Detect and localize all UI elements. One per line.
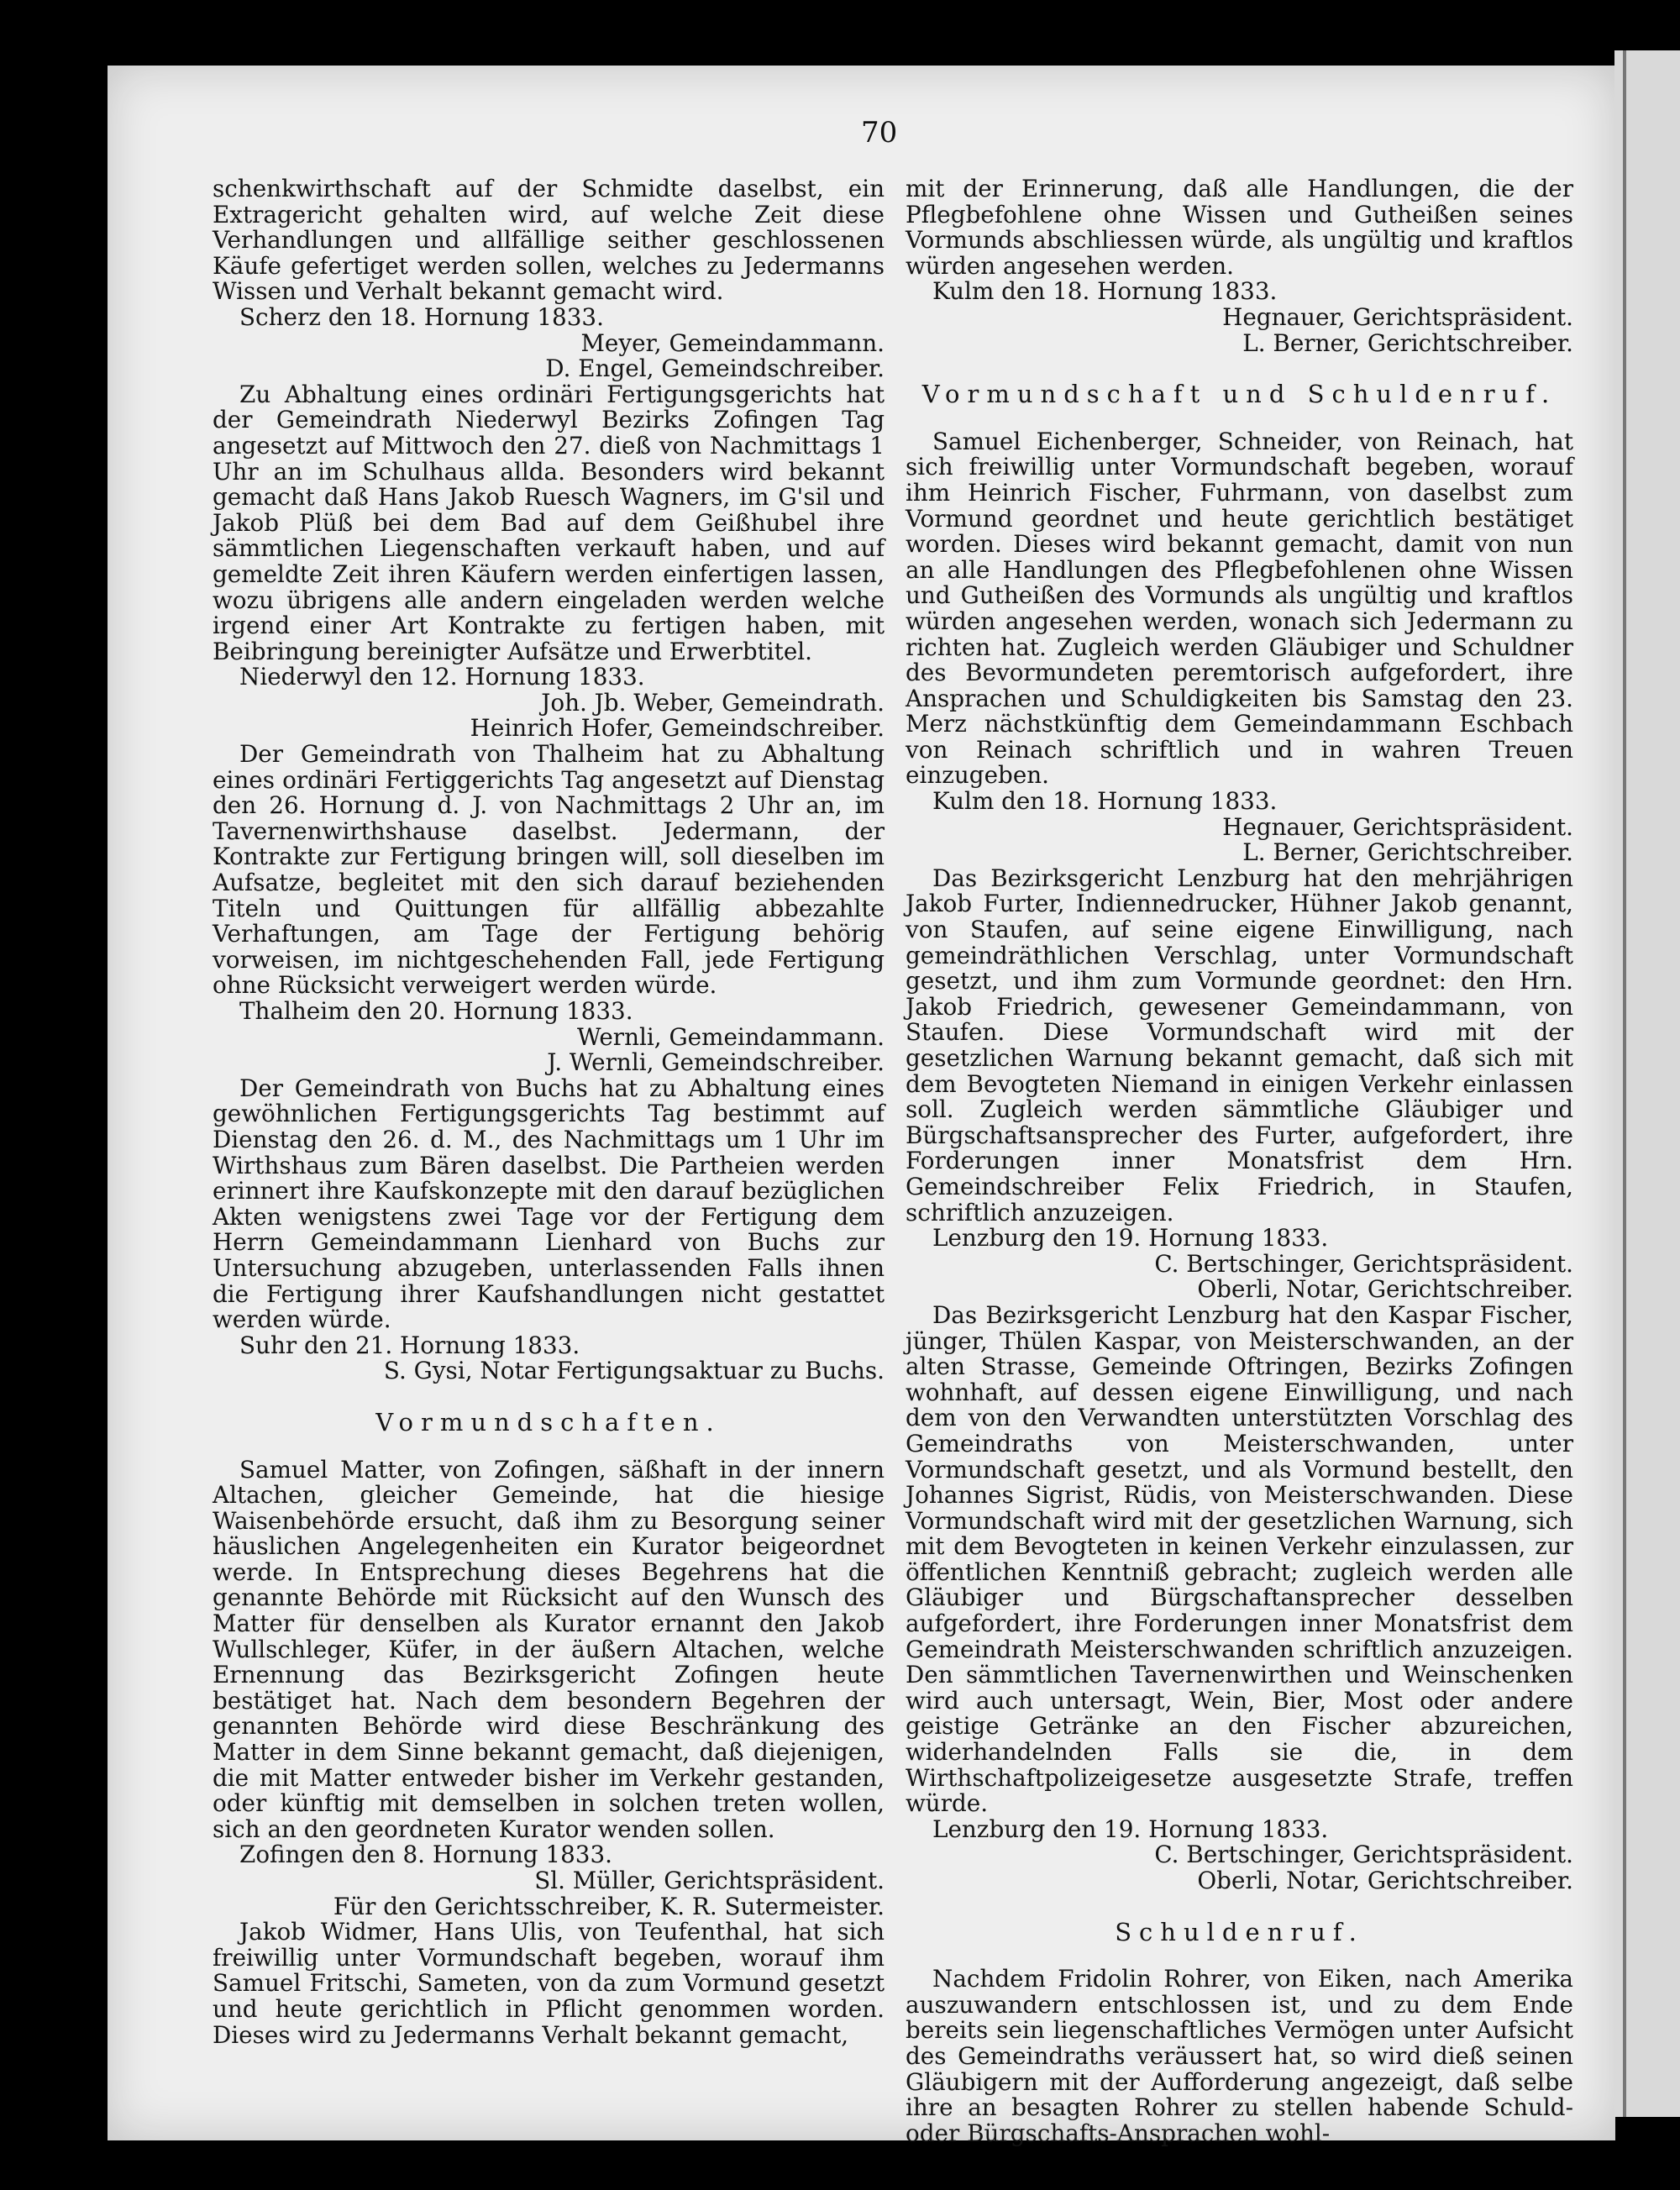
notice-date: Lenzburg den 19. Hornung 1833. [932, 1814, 1329, 1843]
notice-date: Kulm den 18. Hornung 1833. [932, 277, 1278, 306]
notice-date: Scherz den 18. Hornung 1833. [239, 302, 604, 331]
page-gutter-line [1623, 50, 1626, 2117]
section-heading: Vormundschaft und Schuldenruf. [921, 380, 1557, 409]
signature: L. Berner, Gerichtschreiber. [1242, 838, 1573, 867]
notice-date: Kulm den 18. Hornung 1833. [932, 787, 1278, 816]
signature: Meyer, Gemeindammann. [580, 328, 885, 357]
signature: Wernli, Gemeindammann. [577, 1022, 885, 1051]
notice-date: Lenzburg den 19. Hornung 1833. [932, 1224, 1329, 1253]
left-column [213, 176, 885, 2048]
notice-text: Das Bezirksgericht Lenzburg hat den Kaspar Fischer, jünger, Thülen Kaspar, von Meisterschwanden, an der alten Strasse, Gemeinde Oftringen, Bezirks Zofingen wohnhaft, auf dessen eigene Einwilligung, und nach dem von den Verwandten unterstützten Vorschlag des Gemeindraths von Meisterschwanden, unter Vormundschaft gesetzt, und als Vormund bestellt, den Johannes Sigrist, Rüdis, von Meisterschwanden. Diese Vormundschaft wird mit der gesetzlichen Warnung, sich mit dem Bevogteten in keinen Verkehr einzulassen, zur öffentlichen Kenntniß gebracht; zugleich werden alle Gläubiger und Bürgschaftansprecher desselben aufgefordert, ihre Forderungen inner Monatsfrist dem Gemeindrath Meisterschwanden schriftlich anzuzeigen. Den sämmtlichen Tavernenwirthen und Weinschenken wird auch untersagt, Wein, Bier, Most oder andere geistige Getränke an den Fischer abzureichen, widerhandelnden Falls sie die, in dem Wirthschaftpolizeigesetze ausgesetzte Strafe, treffen würde. [906, 1300, 1573, 1818]
notice-date: Niederwyl den 12. Hornung 1833. [239, 663, 645, 691]
signature: J. Wernli, Gemeindschreiber. [547, 1048, 885, 1077]
notice-text: Zu Abhaltung eines ordinäri Fertigungsgerichts hat der Gemeindrath Niederwyl Bezirks Zofingen Tag angesetzt auf Mittwoch den 27. dieß von Nachmittags 1 Uhr an im Schulhaus allda. Besonders wird bekannt gemacht daß Hans Jakob Ruesch Wagners, im G'sil und Jakob Plüß bei dem Bad auf dem Geißhubel ihre sämmtlichen Liegenschaften verkauft haben, und auf gemeldte Zeit ihren Käufern werden einfertigen lassen, wozu übrigens alle andern eingeladen werden welche irgend einer Art Kontrakte zu fertigen haben, mit Beibringung bereinigter Aufsätze und Erwerbtitel. [213, 380, 885, 665]
signature: Oberli, Notar, Gerichtschreiber. [1197, 1275, 1573, 1304]
notice-date: Thalheim den 20. Hornung 1833. [239, 997, 633, 1025]
notice-date: Suhr den 21. Hornung 1833. [239, 1331, 580, 1359]
signature: Oberli, Notar, Gerichtschreiber. [1197, 1867, 1573, 1894]
signature: Für den Gerichtsschreiber, K. R. Sutermeister. [333, 1892, 885, 1920]
section-heading: Vormundschaften. [375, 1407, 722, 1436]
notice-date: Zofingen den 8. Hornung 1833. [239, 1841, 612, 1869]
page-number: 70 [861, 116, 898, 150]
signature: Joh. Jb. Weber, Gemeindrath. [541, 688, 885, 717]
signature: S. Gysi, Notar Fertigungsaktuar zu Buchs. [383, 1357, 885, 1385]
notice-text: mit der Erinnerung, daß alle Handlungen, die der Pflegbefohlene ohne Wissen und Gutheißen seines Vormunds abschliessen würde, als ungültig und kraftlos würden angesehen werden. [906, 175, 1573, 280]
signature: Sl. Müller, Gerichtspräsident. [534, 1867, 885, 1894]
signature: C. Bertschinger, Gerichtspräsident. [1154, 1841, 1573, 1869]
notice-text: Jakob Widmer, Hans Ulis, von Teufenthal, hat sich freiwillig unter Vormundschaft begeben, worauf ihm Samuel Fritschi, Sameten, von da zum Vormund gesetzt und heute gerichtlich in Pflicht genommen worden. Dieses wird zu Jedermanns Verhalt bekannt gemacht, [213, 1918, 885, 2049]
signature: Hegnauer, Gerichtspräsident. [1222, 302, 1573, 331]
notice-text: schenkwirthschaft auf der Schmidte daselbst, ein Extragericht gehalten wird, auf welche Zeit diese Verhandlungen und allfällige seither geschlossenen Käufe gefertiget werden sollen, welches zu Jedermanns Wissen und Verhalt bekannt gemacht wird. [213, 175, 885, 306]
notice-text: Der Gemeindrath von Thalheim hat zu Abhaltung eines ordinäri Fertiggerichts Tag angesetzt auf Dienstag den 26. Hornung d. J. von Nachmittags 2 Uhr an, im Tavernenwirthshause daselbst. Jedermann, der Kontrakte zur Fertigung bringen will, soll dieselben im Aufsatze, begleitet mit den sich darauf beziehenden Titeln und Quittungen für allfällig abbezahlte Verhaftungen, am Tage der Fertigung behörig vorweisen, im nichtgeschehenden Fall, jede Fertigung ohne Rücksicht verweigert werden würde. [213, 740, 885, 1000]
notice-text: Samuel Matter, von Zofingen, säßhaft in der innern Altachen, gleicher Gemeinde, hat die hiesige Waisenbehörde ersucht, daß ihm zu Besorgung seiner häuslichen Angelegenheiten ein Kurator beigeordnet werde. In Entsprechung dieses Begehrens hat die genannte Behörde mit Rücksicht auf den Wunsch des Matter für denselben als Kurator ernannt den Jakob Wullschleger, Küfer, in der äußern Altachen, welche Ernennung das Bezirksgericht Zofingen heute bestätiget hat. Nach dem besondern Begehren der genannten Behörde wird diese Beschränkung des Matter in dem Sinne bekannt gemacht, daß diejenigen, die mit Matter entweder bisher im Verkehr gestanden, oder künftig mit demselben in solchen treten wollen, sich an den geordneten Kurator wenden sollen. [213, 1455, 885, 1843]
signature: Heinrich Hofer, Gemeindschreiber. [470, 714, 885, 743]
right-column [906, 176, 1573, 2146]
signature: Hegnauer, Gerichtspräsident. [1222, 812, 1573, 841]
signature: L. Berner, Gerichtschreiber. [1242, 328, 1573, 357]
section-heading: Schuldenruf. [1115, 1917, 1364, 1946]
notice-text: Nachdem Fridolin Rohrer, von Eiken, nach Amerika auszuwandern entschlossen ist, und zu dem Ende bereits sein liegenschaftliches Vermögen unter Aufsicht des Gemeindraths veräussert hat, so wird dieß seinen Gläubigern mit der Aufforderung angezeigt, daß selbe ihre an besagten Rohrer zu stellen habende Schuld- oder Bürgschafts-Ansprachen wohl- [906, 1965, 1573, 2147]
signature: C. Bertschinger, Gerichtspräsident. [1154, 1249, 1573, 1278]
signature: D. Engel, Gemeindschreiber. [545, 354, 885, 383]
notice-text: Der Gemeindrath von Buchs hat zu Abhaltung eines gewöhnlichen Fertigungsgerichts Tag bestimmt auf Dienstag den 26. d. M., des Nachmittags um 1 Uhr im Wirthshaus zum Bären daselbst. Die Partheien werden erinnert ihre Kaufskonzepte mit den darauf bezüglichen Akten wenigstens zwei Tage vor der Fertigung dem Herrn Gemeindammann Lienhard von Buchs zur Untersuchung abzugeben, unterlassenden Falls ihnen die Fertigung ihrer Kaufshandlungen nicht gestattet werden würde. [213, 1074, 885, 1334]
notice-text: Samuel Eichenberger, Schneider, von Reinach, hat sich freiwillig unter Vormundschaft begeben, worauf ihm Heinrich Fischer, Fuhrmann, von daselbst zum Vormund geordnet und heute gerichtlich bestätiget worden. Dieses wird bekannt gemacht, damit von nun an alle Handlungen des Pflegbefohlenen ohne Wissen und Gutheißen des Vormunds als ungültig und kraftlos würden angesehen werden, wonach sich Jedermann zu richten hat. Zugleich werden Gläubiger und Schuldner des Bevormundeten peremtorisch aufgefordert, ihre Ansprachen und Schuldigkeiten bis Samstag den 23. Merz nächstkünftig dem Gemeindammann Eschbach von Reinach schriftlich und in wahren Treuen einzugeben. [906, 427, 1573, 790]
notice-text: Das Bezirksgericht Lenzburg hat den mehrjährigen Jakob Furter, Indiennedrucker, Hühner Jakob genannt, von Staufen, auf seine eigene Einwilligung, nach gemeindräthlichen Verschlag, unter Vormundschaft gesetzt, und ihm zum Vormunde geordnet: den Hrn. Jakob Friedrich, gewesener Gemeindammann, von Staufen. Diese Vormundschaft wird mit der gesetzlichen Warnung bekannt gemacht, daß sich mit dem Bevogteten Niemand in einigen Verkehr einlassen soll. Zugleich werden sämmtliche Gläubiger und Bürgschaftsansprecher des Furter, aufgefordert, ihre Forderungen inner Monatsfrist dem Hrn. Gemeindschreiber Felix Friedrich, in Staufen, schriftlich anzuzeigen. [906, 864, 1573, 1226]
